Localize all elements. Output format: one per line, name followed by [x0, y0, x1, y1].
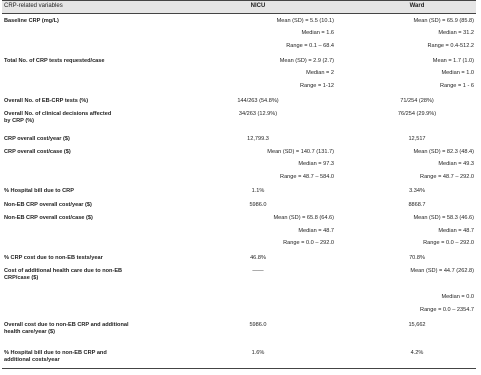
crp-table: [2, 0, 476, 375]
header-variables: CRP-related variables: [4, 3, 63, 9]
row-label: CRP overall cost/case ($): [4, 149, 71, 155]
nicu-value: 1.6%: [251, 350, 265, 356]
nicu-value: 144/263 (54.8%): [237, 98, 279, 104]
ward-value: Range = 0.0 – 292.0: [423, 240, 474, 246]
header-ward: Ward: [409, 3, 425, 9]
nicu-value: Median = 1.6: [301, 30, 334, 36]
row-label: Non-EB CRP overall cost/case ($): [4, 215, 93, 221]
ward-value: Range = 48.7 – 292.0: [420, 174, 474, 180]
ward-value: Median = 0.0: [441, 294, 474, 300]
ward-value: Median = 48.7: [438, 228, 474, 234]
nicu-value: ——: [252, 268, 264, 274]
ward-value: Range = 0.4-512.2: [427, 43, 474, 49]
ward-value: 3.34%: [409, 188, 425, 194]
row-label: % Hospital bill due to non-EB CRP and additional costs/year: [4, 350, 107, 363]
ward-value: Mean = 1.7 (1.0): [432, 58, 474, 64]
nicu-value: Mean (SD) = 140.7 (131.7): [267, 149, 334, 155]
nicu-value: Mean (SD) = 2.9 (2.7): [279, 58, 334, 64]
nicu-value: 5986.0: [249, 322, 267, 328]
ward-value: 12,517: [408, 136, 426, 142]
row-label: Non-EB CRP overall cost/year ($): [4, 202, 92, 208]
row-label: % Hospital bill due to CRP: [4, 188, 74, 194]
row-label: Overall No. of EB-CRP tests (%): [4, 98, 89, 104]
nicu-value: 46.8%: [250, 255, 266, 261]
ward-value: Mean (SD) = 44.7 (262.8): [410, 268, 474, 274]
nicu-value: 1.1%: [251, 188, 265, 194]
ward-value: Range = 0.0 – 2354.7: [420, 307, 474, 313]
nicu-value: Mean (SD) = 65.8 (64.6): [273, 215, 334, 221]
nicu-value: Median = 2: [306, 70, 334, 76]
ward-value: 15,662: [408, 322, 426, 328]
nicu-value: Range = 1-12: [299, 83, 334, 89]
row-label: Overall No. of clinical decisions affected by CRP (%): [4, 111, 112, 124]
nicu-value: 12,799.3: [247, 136, 269, 142]
header-rule: [2, 13, 476, 14]
ward-value: 8868.7: [408, 202, 426, 208]
nicu-value: Range = 0.0 – 292.0: [283, 240, 334, 246]
nicu-value: Range = 48.7 – 584.0: [280, 174, 334, 180]
row-label: CRP overall cost/year ($): [4, 136, 70, 142]
nicu-value: Median = 97.3: [298, 161, 334, 167]
nicu-value: Range = 0.1 – 68.4: [286, 43, 334, 49]
row-label: Baseline CRP (mg/L): [4, 18, 59, 24]
ward-value: Median = 1.0: [441, 70, 474, 76]
ward-value: 4.2%: [410, 350, 424, 356]
ward-value: Range = 1 - 6: [439, 83, 474, 89]
ward-value: Mean (SD) = 82.3 (48.4): [413, 149, 474, 155]
ward-value: Median = 31.2: [438, 30, 474, 36]
ward-value: 76/254 (29.9%): [397, 111, 437, 117]
nicu-value: Median = 48.7: [298, 228, 334, 234]
ward-value: 71/254 (28%): [400, 98, 434, 104]
table-bottom-rule: [2, 368, 476, 369]
ward-value: Mean (SD) = 65.9 (85.8): [413, 18, 474, 24]
row-label: Overall cost due to non-EB CRP and additional health care/year ($): [4, 322, 129, 335]
nicu-value: Mean (SD) = 5.5 (10.1): [276, 18, 334, 24]
ward-value: 70.8%: [409, 255, 425, 261]
header-nicu: NICU: [250, 3, 266, 9]
row-label: % CRP cost due to non-EB tests/year: [4, 255, 103, 261]
row-label: Total No. of CRP tests requested/case: [4, 58, 105, 64]
nicu-value: 5986.0: [249, 202, 267, 208]
nicu-value: 34/263 (12.9%): [238, 111, 278, 117]
ward-value: Median = 49.3: [438, 161, 474, 167]
ward-value: Mean (SD) = 58.3 (46.6): [413, 215, 474, 221]
row-label: Cost of additional health care due to non-EB CRP/case ($): [4, 268, 123, 281]
